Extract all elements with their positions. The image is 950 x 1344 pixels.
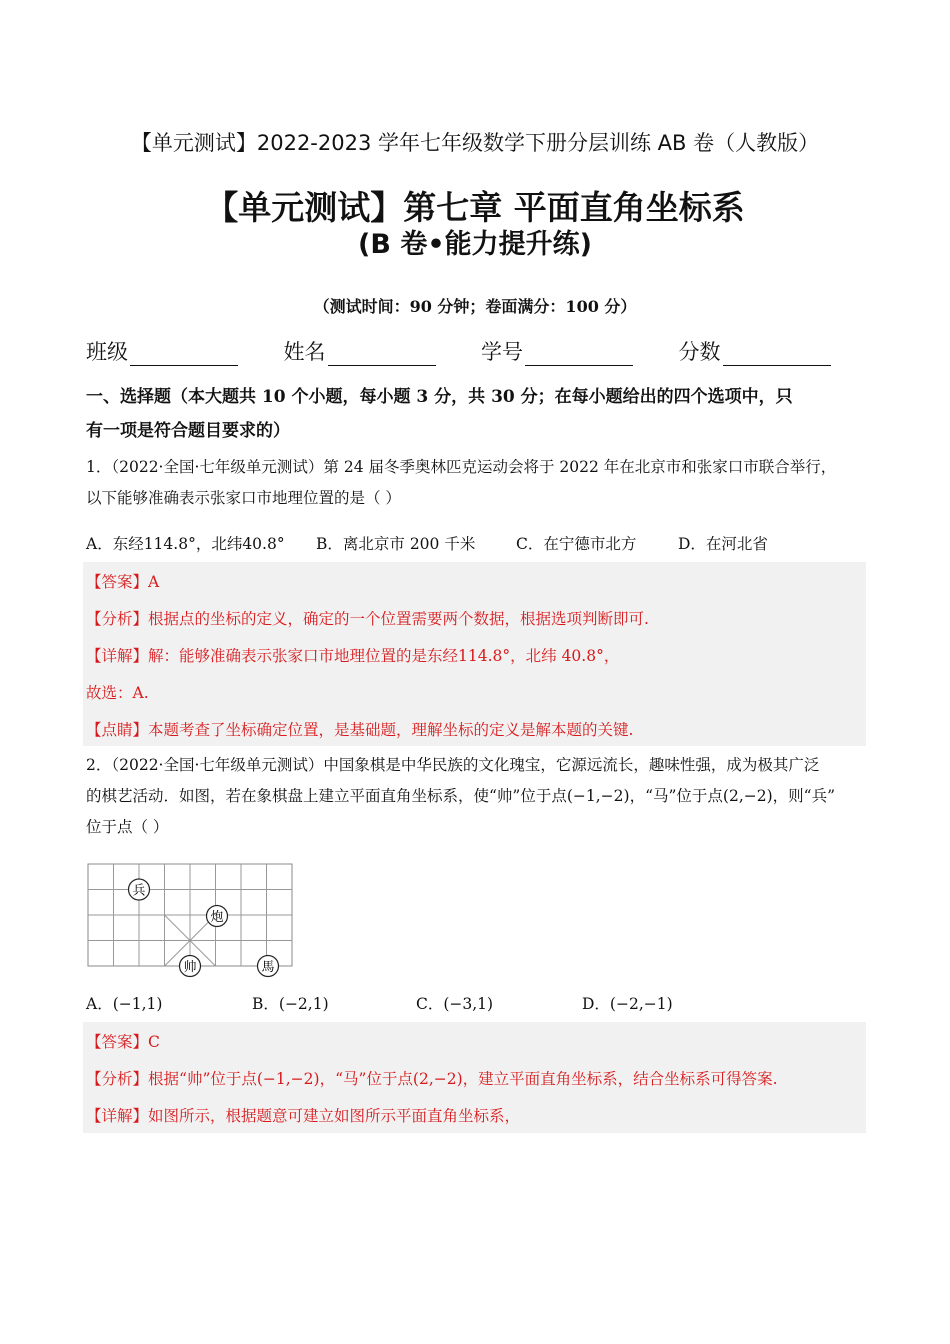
student-id-blank[interactable] (525, 343, 633, 366)
question-1-option-a[interactable]: A．东经114.8°，北纬40.8° (86, 535, 285, 553)
question-2-line3: 位于点（ ） (86, 818, 169, 836)
analysis-tag: 【分析】 (86, 1070, 149, 1088)
analysis-tag: 【分析】 (86, 610, 149, 628)
score-blank[interactable] (723, 343, 831, 366)
question-1-comment: 本题考查了坐标确定位置，是基础题，理解坐标的定义是解本题的关键. (148, 721, 634, 739)
class-field[interactable] (86, 336, 284, 366)
question-2-detail: 如图所示，根据题意可建立如图所示平面直角坐标系， (148, 1107, 521, 1125)
answer-tag: 【答案】 (86, 573, 149, 591)
piece-pao-label: 炮 (210, 910, 224, 925)
question-2-line2: 的棋艺活动．如图，若在象棋盘上建立平面直角坐标系，使“帅”位于点(−1,−2)，“马”位于点(2,−2)，则“兵” (86, 787, 835, 805)
section-heading (86, 380, 876, 448)
question-2-option-d[interactable]: D．(−2,−1) (582, 995, 673, 1013)
question-2-answer-box (83, 1022, 866, 1133)
piece-bing-label: 兵 (132, 883, 146, 899)
question-1-detail: 解：能够准确表示张家口市地理位置的是东经114.8°，北纬 40.8°， (148, 647, 620, 665)
detail-tag: 【详解】 (86, 647, 149, 665)
score-field[interactable] (679, 336, 877, 366)
name-label: 姓名 (283, 340, 326, 364)
board-grid (88, 864, 292, 966)
question-2-text (86, 750, 876, 843)
question-1-options (86, 532, 876, 554)
chess-board-figure (86, 862, 298, 980)
piece-shuai (180, 956, 201, 977)
comment-tag: 【点睛】 (86, 721, 149, 739)
class-blank[interactable] (130, 343, 238, 366)
question-1-line1: 1．（2022·全国·七年级单元测试）第 24 届冬季奥林匹克运动会将于 2022 年在北京市和张家口市联合举行， (86, 458, 837, 476)
question-2-options (86, 992, 876, 1014)
piece-shuai-label: 帅 (183, 960, 197, 975)
question-1-text (86, 452, 876, 514)
sub-title: (B 卷•能力提升练) (358, 229, 592, 260)
detail-tag: 【详解】 (86, 1107, 149, 1125)
student-id-label: 学号 (481, 340, 523, 364)
piece-bing (129, 879, 150, 900)
main-title: 【单元测试】第七章 平面直角坐标系 (205, 188, 745, 227)
question-1-option-d[interactable]: D．在河北省 (678, 535, 768, 553)
question-1-answer: A (148, 573, 160, 591)
question-2-option-b[interactable]: B．(−2,1) (252, 995, 329, 1013)
question-1-option-c[interactable]: C．在宁德市北方 (516, 535, 637, 553)
question-1-analysis: 根据点的坐标的定义，确定的一个位置需要两个数据，根据选项判断即可. (148, 610, 649, 628)
question-1-option-b[interactable]: B．离北京市 200 千米 (316, 535, 476, 553)
question-1-conclusion: 故选：A. (86, 684, 149, 702)
class-label: 班级 (86, 340, 128, 364)
question-2-option-c[interactable]: C．(−3,1) (416, 995, 494, 1013)
answer-tag: 【答案】 (86, 1033, 149, 1051)
question-2-answer: C (148, 1033, 160, 1051)
score-label: 分数 (678, 340, 721, 364)
test-info: （测试时间：90 分钟；卷面满分：100 分） (313, 297, 637, 316)
question-2-line1: 2．（2022·全国·七年级单元测试）中国象棋是中华民族的文化瑰宝，它源远流长，趣味性强，成为极其广泛 (86, 756, 820, 774)
piece-pao (207, 906, 228, 927)
piece-ma (258, 956, 279, 977)
question-2-analysis: 根据“帅”位于点(−1,−2)，“马”位于点(2,−2)，建立平面直角坐标系，结合坐标系可得答案. (148, 1070, 778, 1088)
question-1-answer-box (83, 562, 866, 746)
name-field[interactable] (284, 336, 482, 366)
name-blank[interactable] (328, 343, 436, 366)
piece-ma-label: 馬 (261, 960, 275, 975)
question-1-line2: 以下能够准确表示张家口市地理位置的是（ ） (86, 489, 401, 507)
section-heading-line1: 一、选择题（本大题共 10 个小题，每小题 3 分，共 30 分；在每小题给出的四个选项中，只 (86, 387, 793, 407)
student-id-field[interactable] (481, 336, 679, 366)
series-title: 【单元测试】2022-2023 学年七年级数学下册分层训练 AB 卷（人教版） (130, 131, 820, 155)
student-info-row (86, 336, 876, 366)
section-heading-line2: 有一项是符合题目要求的） (86, 421, 290, 441)
question-2-option-a[interactable]: A．(−1,1) (86, 995, 163, 1013)
